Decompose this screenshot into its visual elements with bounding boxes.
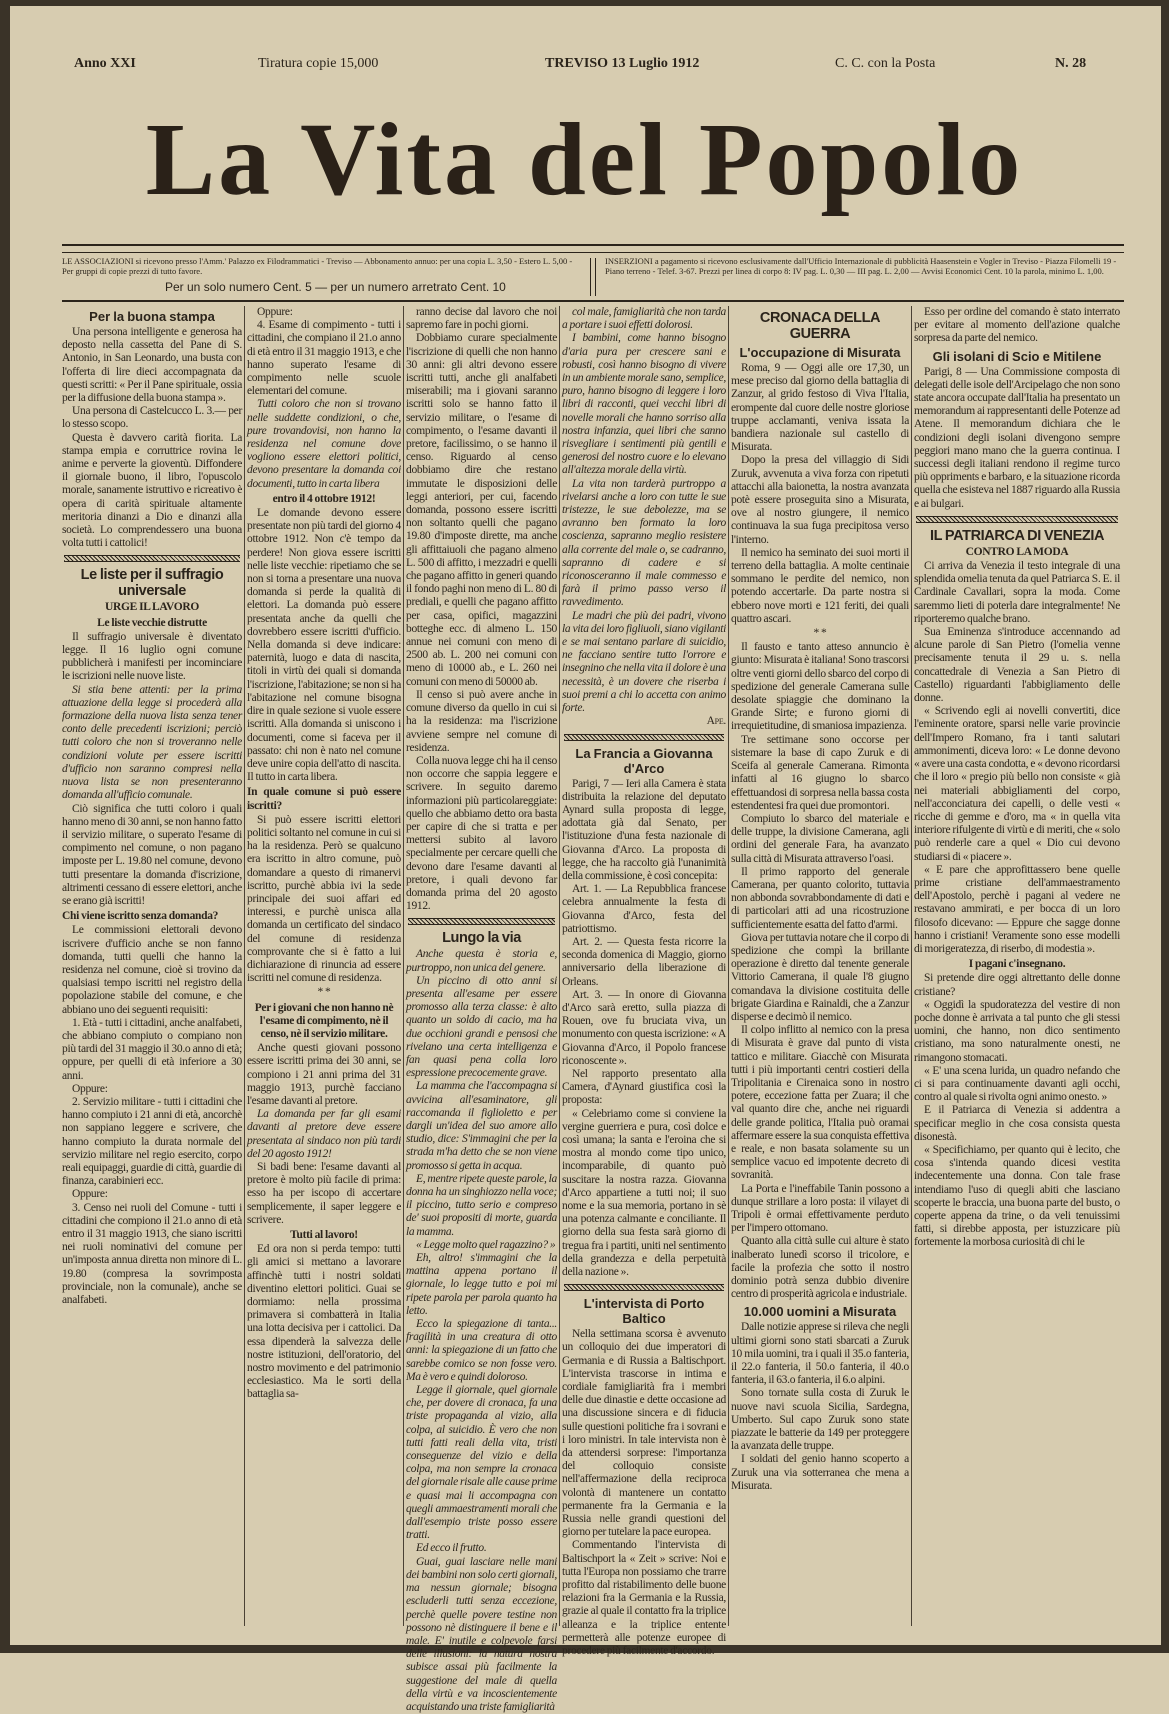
paragraph: Il colpo inflitto al nemico con la presa di Misurata è grave dal punto di vista tattico e militare. Giacchè con Misurata tutti i più importanti centri costieri della Tripolitania e Cirenaica sono in nostro potere, eccezione fatta per Zuara; il che val quanto dire che, anche nei riguardi delle grande politica, l'Italia può oramai affermare essere la sua conquista effettiva e reale, e non basata solamente su un semplice vacuo ed impotente decreto di sovranità. [731,1024,909,1182]
paragraph: Art. 1. — La Repubblica francese celebra annualmente la festa di Giovanna d'Arco, festa del patriottismo. [562,883,726,935]
italic-paragraph: Le madri che più dei padri, vivono la vita dei loro figliuoli, siano vigilanti e se mai sentano parlare di suicidio, ne facciano sentire tutto l'orrore e insegnino che nella vita il dolore è una necessità, è un dovere che riserba i suoi premi a chi lo accetta con animo forte. [562,609,726,715]
paragraph: Compiuto lo sbarco del materiale e delle truppe, la divisione Camerana, agli ordini del generale Fara, ha avanzato sulla città di Misurata attraverso l'oasi. [731,812,909,865]
dateline: TREVISO 13 Luglio 1912 [545,56,700,71]
article-title: IL PATRIARCA DI VENEZIA [929,527,1105,544]
ornamental-divider [564,1284,724,1291]
italic-paragraph: Ecco la spiegazione di tanta... fragilità in una creatura di otto anni: la spiegazione di un fatto che sarebbe comico se non fosse vero. Ma è vero e quindi doloroso. [406,1318,557,1383]
column-rule [244,306,245,1626]
paragraph: E il Patriarca di Venezia si addentra a specificar meglio in che cosa consista questa disonestà. [914,1104,1120,1143]
asterism: * * [813,627,827,640]
issue-number: N. 28 [1055,56,1087,71]
italic-paragraph: « Legge molto quel ragazzino? » [416,1238,556,1251]
paragraph: Quanto alla città sulle cui alture è stato inalberato lunedì scorso il tricolore, e facile la profezia che sotto il nostro dominio potrà senza dubbio divenire centro di prosperità agricola e industriale. [731,1235,909,1301]
italic-paragraph: Un piccino di otto anni si presenta all'esame per essere promosso alla terza classe: è alto quanto un soldo di cacio, ma ha due occhioni grandi e pensosi che rivelano una certa intelligenza e fan quasi pena colla loro espressione precocemente grave. [406,974,557,1080]
signature: Ape. [706,715,726,728]
asterism: * * [317,986,331,999]
paragraph: « E' una scena lurida, un quadro nefando che ci si para continuamente davanti agli occhi, contro al quale si rivolta ogni animo onesto. » [914,1064,1120,1104]
subheading: entro il 4 ottobre 1912! [272,492,376,505]
paragraph: Le domande devono essere presentate non più tardi del giorno 4 ottobre 1912. Non c'è tempo da perdere! Non giova essere iscritti nelle liste vecchie: ripetiamo che se non si torna a presentare una nuova domanda si perde la qualità di elettori. La domanda può essere presentata anche da quelli che dovrebbero essere iscritti d'ufficio. Nella domanda si deve indicare: paternità, luogo e data di nascita, titoli in virtù dei quali si domanda l'iscrizione, l'abitazione; se non si ha l'abitazione nel comune bisogna dire in quale sezione si vuole essere iscritti. Alla domanda si uniscono i documenti, come si faceva per il passato: chi non è nato nel comune deve unire copia dell'atto di nascita. Il tutto in carta libera. [247,507,401,784]
ornamental-divider [408,918,555,925]
paragraph: Sono tornate sulla costa di Zuruk le nuove navi scuola Sicilia, Sardegna, Umberto. Sul capo Zuruk sono state piazzate le batterie da 149 per proteggere la avanzata delle truppe. [731,1387,909,1453]
paragraph: Esso per ordine del comando è stato interrato per evitare al momento dell'azione qualche sorpresa da parte del nemico. [914,306,1120,345]
article-heading: L'occupazione di Misurata [739,345,901,360]
italic-paragraph: La mamma che l'accompagna si avvicina all'esaminatore, gli raccomanda il figlioletto e per dargli un'idea del suo amore allo studio, dice: S'immagini che per la strada m'ha detto che se non viene promosso si getta in acqua. [406,1080,557,1172]
paragraph: I soldati del genio hanno scoperto a Zuruk una via sotterranea che mena a Misurata. [731,1453,909,1492]
paragraph: Le commissioni elettorali devono iscrivere d'ufficio anche se non fanno domanda, tutti quelli che hanno la residenza nel comune, cioè si trovino da qualsiasi tempo iscritti nel registro della popolazione stabile del comune, e che abbiano uno dei seguenti requisiti: [62,924,242,1016]
article-heading: Gli isolani di Scio e Mitilene [932,348,1102,364]
article-heading: 10.000 uomini a Misurata [743,1304,897,1320]
italic-paragraph: Anche questa è storia e, purtroppo, non unica del genere. [406,948,557,974]
tiratura: Tiratura copie 15,000 [258,56,379,71]
subheading: Tutti al lavoro! [290,1229,358,1242]
paragraph: Il primo rapporto del generale Camerana, per quanto colorito, tuttavia non abbonda sovrabbondamente di dati e di particolari atti ad una ricostruzione sufficientemente esatta del fatto d'armi. [731,865,909,931]
paragraph: « Specifichiamo, per quanto qui è lecito, che cosa s'intenda quando dicesi vestita indecentemente una donna. Con tale frase intendiamo l'uso di quegli abiti che lasciano scoperte le braccia, una buona parte del busto, o coperte appena da trine, o da veli tenuissimi fatti, si direbbe apposta, per istuzzicare più fortemente la morbosa curiosità di chi le [914,1143,1120,1249]
italic-paragraph: E, mentre ripete queste parole, la donna ha un singhiozzo nella voce; il piccino, tutto serio e compreso de' suoi propositi di morte, guarda la mamma. [406,1172,557,1238]
italic-paragraph: La vita non tarderà purtroppo a rivelarsi anche a loro con tutte le sue tristezze, le sue debolezze, ma se avranno ben formato la loro coscienza, sapranno meglio resistere alla corrente del male o, se cadranno, sapranno di cadere e si riconosceranno il male commesso e farà il primo passo verso il ravvedimento. [562,477,726,609]
paragraph: Roma, 9 — Oggi alle ore 17,30, un mese preciso dal giorno della battaglia di Zanzur, al grido festoso di Viva l'Italia, erompente dal cuore delle nostre gloriose truppe acclamanti, veniva issata la bandiera nazionale sul castello di Misurata. [731,362,909,454]
column-2 [247,306,401,1402]
article-title: CRONACA DELLA GUERRA [759,310,881,342]
rule [62,244,1124,246]
paragraph: Dopo la presa del villaggio di Sidi Zuruk, avvenuta a viva forza con ripetuti attacchi alla baionetta, la nostra avanzata potè essere proseguita sino a Misurata, ove al nostro giungere, il nemico continuava la sua fuga precipitosa verso l'interno. [731,454,909,546]
anno: Anno XXI [74,56,136,71]
paragraph: Dobbiamo curare specialmente l'iscrizione di quelli che non hanno 30 anni: gli altri devono essere iscritti tutti, anche gli analfabeti miserabili; ma i giovani saranno iscritti solo se hanno fatto il servizio militare, o l'esame di compimento, o l'esame davanti il pretore, facilissimo, o se hanno il censo. Riguardo al censo dobbiamo dire che restano immutate le disposizioni delle leggi anteriori, per cui, facendo domanda, possono essere iscritti non soltanto quelli che pagano 19.80 d'imposte dirette, ma anche gli affittaiuoli che pagano almeno L. 500 di affitto, i mezzadri e quelli che pagano affitto in generi quando il fondo paghi non meno di L. 80 di prediali, e quelli che pagano affitto per casa, opifici, magazzini botteghe ecc. di almeno L. 150 annue nei comuni con meno di 2500 ab. L. 200 nei comuni con meno di 10000 ab., e L. 260 nei comuni con meno di 50000 ab. [406,332,557,688]
column-1 [62,306,242,1307]
scan-edge-right [1161,0,1169,1653]
paragraph: Parigi, 8 — Una Commissione composta di delegati delle isole dell'Arcipelago che non sono state ancora occupate dall'Italia ha presentato un memorandum ai rappresentanti delle Potenze ad Atene. Il memorandum dichiara che le condizioni degli isolani divengono sempre peggiori mano mano che la guerra continua. I successi degli italiani rendono il regime turco più oppriments e barbaro, e la situazione ricorda quella che esisteva nel 1887 riguardo alla Russia e ai bulgari. [914,365,1120,510]
paragraph: Il censo si può avere anche in comune diverso da quello in cui si ha la residenza: ma l'iscrizione avviene sempre nel comune di residenza. [406,688,557,754]
paragraph: La Porta e l'ineffabile Tanin possono a dunque strillare a loro posta: il vilayet di Tripoli è ormai effettivamente perduto per l'impero ottomano. [731,1182,909,1235]
paragraph: Il nemico ha seminato dei suoi morti il terreno della battaglia. A molte centinaie sommano le perdite del nemico, non potendo accertarle. Da parte nostra si ebbero nove morti e 121 feriti, dei quali quattro ascari. [731,546,909,625]
rule [62,300,1124,302]
paragraph: 3. Censo nei ruoli del Comune - tutti i cittadini che compiono il 21.o anno di età entro il 31 maggio 1913, che siano iscritti nei ruoli nominativi del comune per un'imposta annua diretta non minore di L. 19.80 (compresa la sovrimposta provinciale, non la comunale), anche se analfabeti. [62,1201,242,1307]
italic-paragraph: Eh, altro! s'immagini che la mattina appena portano il giornale, lo legge tutto e poi mi ripete parola per parola quanto ha letto. [406,1252,557,1317]
column-rule [728,306,729,1626]
subheading: URGE IL LAVORO [104,601,200,614]
paragraph: « Oggidì la spudoratezza del vestire di non poche donne è arrivata a tal punto che gli stessi uomini, che hanno, non dico sentimento cristiano, ma sono naturalmente onesti, ne rimangono stomacati. [914,998,1120,1064]
subheading: In quale comune si può essere iscritti? [247,786,401,812]
subheading: Per i giovani che non hanno nè l'esame di compimento, nè il censo, nè il servizio militare. [254,1001,394,1040]
scan-edge-top [0,0,1169,6]
paragraph: « E pare che approfittassero bene quelle prime cristiane dell'ammaestramento dell'Apostolo, perchè i pagani al vedere ne restavano ammirati, e per bocca di un loro filosofo dicevano: — Eppure che sagge donne hanno i cristiani! Veramente sono esse modelli di morigeratezza, di riserbo, di modestia ». [914,863,1120,955]
italic-paragraph: Legge il giornale, quel giornale che, per dovere di cronaca, fa una triste propaganda al vizio, alla colpa, al suicidio. È vero che non tutti fatti reali della vita, tristi conseguenze del vizio e della colpa, ma non sempre la cronaca del giornale risale alle cause prime e quasi mai li accompagna con quegli ammaestramenti morali che dall'esempio triste posso essere tratti. [406,1384,557,1542]
subheading: Chi viene iscritto senza domanda? [62,910,219,923]
italic-paragraph: Ed ecco il frutto. [416,1542,487,1555]
paragraph: Oppure: [72,1188,108,1201]
price-line: Per un solo numero Cent. 5 — per un numero arretrato Cent. 10 [165,280,506,294]
paragraph: Ed ora non si perda tempo: tutti gli amici si mettano a lavorare affinchè tutti i nostri soldati diventino elettori politici. Guai se dormiamo: nella prossima primavera si combatterà in Italia una lotta decisiva per i cattolici. Da essa dipenderà la salvezza delle nostre istituzioni, dell'oratorio, del nostro movimento e del patrimonio ecclesiastico. Ma le sorti della battaglia sa- [247,1243,401,1401]
paragraph: Art. 2. — Questa festa ricorre la seconda domenica di Maggio, giorno anniversario della liberazione di Orleans. [562,935,726,988]
paragraph: Il fausto e tanto atteso annuncio è giunto: Misurata è italiana! Sono trascorsi oltre venti giorni dello sbarco del corpo di spedizione del generale Camerana sulle desolate spiaggie che dominano la Grande Sirte; e furono giorni di irrequietitudine, di smaniosa impazienza. [731,641,909,733]
article-heading: L'intervista di Porto Baltico [583,1296,705,1327]
paragraph: Anche questi giovani possono essere iscritti prima dei 30 anni, se compiono i 21 anni prima del 31 maggio 1913, purchè facciano l'esame davanti al pretore. [247,1042,401,1107]
italic-paragraph: Tutti coloro che non si trovano nelle suddette condizioni, o che, pure trovandovisi, non hanno la residenza nel comune dove vogliono essere elettori politici, devono presentare la domanda coi documenti, tutto in carta libera [247,398,401,490]
paragraph: Nella settimana scorsa è avvenuto un colloquio dei due imperatori di Germania e di Russia a Baltischport. L'intervista trascorse in intima e cordiale famigliarità fra i membri delle due dinastie e dette occasione ad una discussione sincera e di fiducia sulle questioni politiche fra i sovrani e i loro ministri. In tale intervista non è da attendersi sorprese: l'importanza del colloquio consiste nell'affermazione della reciproca volontà di mantenere un contatto permanente fra la Germania e la Russia nelle grandi questioni del giorno per tutelare la pace europea. [562,1328,726,1539]
paragraph: Sua Eminenza s'introduce accennando ad alcune parole di San Pietro (l'omelia venne precisamente tenuta il 29 u. s. nella concattedrale di Venezia a San Pietro di Castello) riguardanti l'abbigliamento delle donne. [914,626,1120,705]
italic-paragraph: Guai, guai lasciare nelle mani dei bambini non solo certi giornali, ma nessun giornale; bisogna escluderli tutti senza eccezione, perchè quelle povere testine non possono nè distinguere il bene e il male. E' inutile e colpevole farsi delle illusioni: la natura nostra subisce assai più facilmente la suggestione del male di quella della virtù e va incoscientemente acquistando una triste famigliarità [406,1555,557,1713]
paragraph: Giova per tuttavia notare che il corpo di spedizione che compì la brillante operazione è diretto dal tenente generale Vittorio Camerana, il quale l'8 giugno comandava la divisione costituita delle brigate Giardina e Rainaldi, che a Zanzur disperse e decimò il nemico. [731,931,909,1023]
associazioni-notice: LE ASSOCIAZIONI si ricevono presso l'Amm.' Palazzo ex Filodrammatici - Treviso — Abbonamento annuo: per una copia L. 3,50 - Estero L. 5,00 - Per gruppi di copie prezzi di tutto favore. [62,256,573,276]
paragraph: 1. Età - tutti i cittadini, anche analfabeti, che abbiano compiuto o compiano non più tardi del 31 maggio il 30.o anno di età; oppure, per quelli di età inferiore a 30 anni. [62,1016,242,1082]
paragraph: Tre settimane sono occorse per sistemare la base di capo Zuruk e di Sceifa al generale Camerana. Rimonta infatti al 16 giugno lo sbarco effettuandosi di sorpresa nella bassa costa estendentesi fra quei due promontori. [731,733,909,812]
paragraph: Il suffragio universale è diventato legge. Il 16 luglio ogni comune pubblicherà i manifesti per incominciare le iscrizioni nelle nuove liste. [62,630,242,683]
paragraph: Si può essere iscritti elettori politici soltanto nel comune in cui si ha la residenza. Però se qualcuno era iscritto in altro comune, può domandare a questo di rimanervi iscritto, purchè abbia ivi la sede principale dei suoi affari ed interessi, e purchè unisca alla domanda un certificato del sindaco del comune di residenza comprovante che si è fatto a lui dichiarazione di rinuncia ad essere iscritti nel comune di residenza. [247,813,401,985]
paragraph: 4. Esame di compimento - tutti i cittadini, che compiano il 21.o anno di età entro il 31 maggio 1913, e che hanno superato l'esame di compimento nelle scuole elementari del comune. [247,319,401,398]
subheading: CONTRO LA MODA [965,545,1069,558]
subheading: Le liste vecchie distrutte [97,616,207,629]
paragraph: Si badi bene: l'esame davanti al pretore è molto più facile di prima: esso ha per iscopo di accertare semplicemente, il saper leggere e scrivere. [247,1161,401,1226]
posta: C. C. con la Posta [835,56,936,71]
scan-edge-left [0,0,10,1653]
paragraph: Questa è davvero carità fiorita. La stampa empia e corruttrice rovina le anime e perverte la gioventù. Diffondere il giornale buono, il libro, l'opuscolo morale, sanamente istruttivo e ricreativo è opera di carità spirituale altamente meritoria dinanzi a Dio e dinanzi alla società. Lo comprendessero una buona volta tutti i cattolici! [62,431,242,550]
article-heading: Per la buona stampa [89,309,215,324]
paragraph: Ci arriva da Venezia il testo integrale di una splendida omelia tenuta da quel Patriarca S. E. il Cardinale Cavallari, sopra la moda. Come saremmo lieti di poterla dare integralmente! Ne riporteremo qualche brano. [914,560,1120,625]
paragraph: Colla nuova legge chi ha il censo non occorre che sappia leggere e scrivere. In seguito daremo informazioni più particolareggiate: quello che abbiamo detto ora basta per capire di che si tratta e per mettersi subito al lavoro specialmente per cercare quelli che devono dare l'esame davanti al pretore, i quali devono far domanda prima del 20 agosto 1912. [406,754,557,913]
italic-paragraph: col male, famigliarità che non tarda a portare i suoi effetti dolorosi. [562,306,726,332]
paragraph: « Celebriamo come si conviene la vergine guerriera e pura, così dolce e così umana; la santa e l'eroina che si mostra al mondo come tipo unico, incomparabile, di quanto può suscitare la nostra razza. Giovanna d'Arco appartiene a tutti noi; il suo nome e la sua memoria, portano in sè una potenza calmante e conciliante. Il giorno della sua festa sarà giorno di tregua fra i partiti, uniti nel sentimento della grandezza e della perpetuità della nazione ». [562,1107,726,1279]
masthead-title: La Vita del Popolo [145,102,1024,217]
column-rule [911,306,912,1626]
ornamental-divider [64,555,240,562]
italic-paragraph: La domanda per far gli esami davanti al pretore deve essere presentata al sindaco non più tardi del 20 agosto 1912! [247,1108,401,1160]
column-4 [562,306,726,1658]
paragraph: ranno decise dal lavoro che noi sapremo fare in pochi giorni. [406,306,557,332]
ornamental-divider [916,516,1118,523]
paragraph: 2. Servizio militare - tutti i cittadini che hanno compiuto i 21 anni di età, ancorchè non sappiano leggere e scrivere, che hanno compiuto la durata normale del servizio militare nel regio esercito, corpo reali equipaggi, guardie di città, guardie di finanza, carabinieri ecc. [62,1095,242,1188]
article-title: Lungo la via [442,930,521,947]
paragraph: Commentando l'intervista di Baltischport la « Zeit » scrive: Noi e tutta l'Europa non possiamo che trarre profitto dal ristabilimento delle buone relazioni fra la Germania e la Russia, grazie al quale il contatto fra la triplice alleanza e la triplice entente permetterà alle potenze europee di procedere più facilmente d'accordo. [562,1539,726,1658]
paragraph: « Scrivendo egli ai novelli convertiti, dice l'eminente oratore, sparsi nelle varie provincie dell'Impero Romano, fra i tanti salutari ammonimenti, diceva loro: « Le donne devono « avere una casta condotta, e « devono ricordarsi che il loro « pregio più bello non consiste « già nei materiali abbigliamenti del corpo, nell'acconciatura dei capelli, o delle vesti « ricche di gemme e d'oro, ma « in quella vita interiore rifulgente di virtù e di meriti, che « solo può renderle care a quel « Dio cui devono studiarsi di « piacere ». [914,705,1120,863]
article-heading: La Francia a Giovanna d'Arco [575,745,713,776]
divider-brace [590,258,596,296]
ornamental-divider [564,734,724,741]
rule [62,252,1124,253]
column-3 [406,306,557,1714]
paragraph: Nel rapporto presentato alla Camera, d'Aynard giustifica così la proposta: [562,1067,726,1107]
italic-paragraph: Si stia bene attenti: per la prima attuazione della legge si procederà alla formazione della nuova lista senza tener conto delle precedenti iscrizioni; perciò tutti coloro che non si troveranno nelle condizioni volute per essere iscritti d'ufficio non saranno compresi nella nuova lista se non presenteranno domanda all'ufficio comunale. [62,683,242,802]
paragraph: Oppure: [72,1082,108,1095]
subheading: I pagani c'insegnano. [968,958,1066,971]
paragraph: Ciò significa che tutti coloro i quali hanno meno di 30 anni, se non hanno fatto il servizio militare, o superato l'esame di compimento nel comune, o non pagano imposte per L. 19.80 nel comune, devono tutti presentare la domanda d'iscrizione, altrimenti cessano di essere elettori, anche se erano già iscritti! [62,802,242,907]
italic-paragraph: I bambini, come hanno bisogno d'aria pura per crescere sani e robusti, così hanno bisogno di vivere in un ambiente morale sano, semplice, puro, hanno bisogno di leggere i loro libri di racconti, quei vecchi libri di novelle morali che hanno sorriso alla nostra infanzia, quei libri che sanno risvegliare i sentimenti più gentili e generosi del nostro cuore e lo elevano all'altezza morale della virtù. [562,332,726,477]
paragraph: Una persona intelligente e generosa ha deposto nella cassetta del Pane di S. Antonio, in San Leonardo, una busta con l'offerta di lire dieci accompagnata da questi scritti: « Per il Pane spirituale, ossia per la diffusione della buona stampa ». [62,326,242,405]
paragraph: Dalle notizie apprese si rileva che negli ultimi giorni sono stati sbarcati a Zuruk 10 mila uomini, tra i quali il 35.o fanteria, il 22.o fanteria, il 50.o fanteria, il 40.o fanteria, il 63.o fanteria, il 6.o alpini. [731,1321,909,1387]
paragraph: Parigi, 7 — Ieri alla Camera è stata distribuita la relazione del deputato Aynard sulla proposta di legge, adottata già dal Senato, per l'istituzione d'una festa nazionale di Giovanna d'Arco. La proposta di legge, che ha raccolto già l'unanimità della commissione, è così concepita: [562,777,726,882]
paragraph: Una persona di Castelcucco L. 3.— per lo stesso scopo. [62,405,242,431]
article-title: Le liste per il suffragio universale [80,567,224,600]
paragraph: Oppure: [257,306,293,318]
paragraph: Art. 3. — In onore di Giovanna d'Arco sarà eretto, sulla piazza di Rouen, ove fu bruciata viva, un monumento con questa iscrizione: « A Giovanna d'Arco, il Popolo francese riconoscente ». [562,988,726,1067]
paragraph: Si pretende dire oggi altrettanto delle donne cristiane? [914,972,1120,998]
column-6 [914,306,1120,1250]
inserzioni-notice: INSERZIONI a pagamento si ricevono esclusivamente dall'Ufficio Internazionale di pubblicità Haasenstein e Vogler in Treviso - Piazza Filomelli 19 - Piano terreno - Telef. 3-67. Prezzi per linea di corpo 8: IV pag. L. 0,30 — III pag. L. 2,00 — Avvisi Economici Cent. 10 la parola, minimo L. 1,00. [605,256,1117,276]
column-5 [731,306,909,1493]
column-rule [559,306,560,1626]
column-rule [403,306,404,1626]
